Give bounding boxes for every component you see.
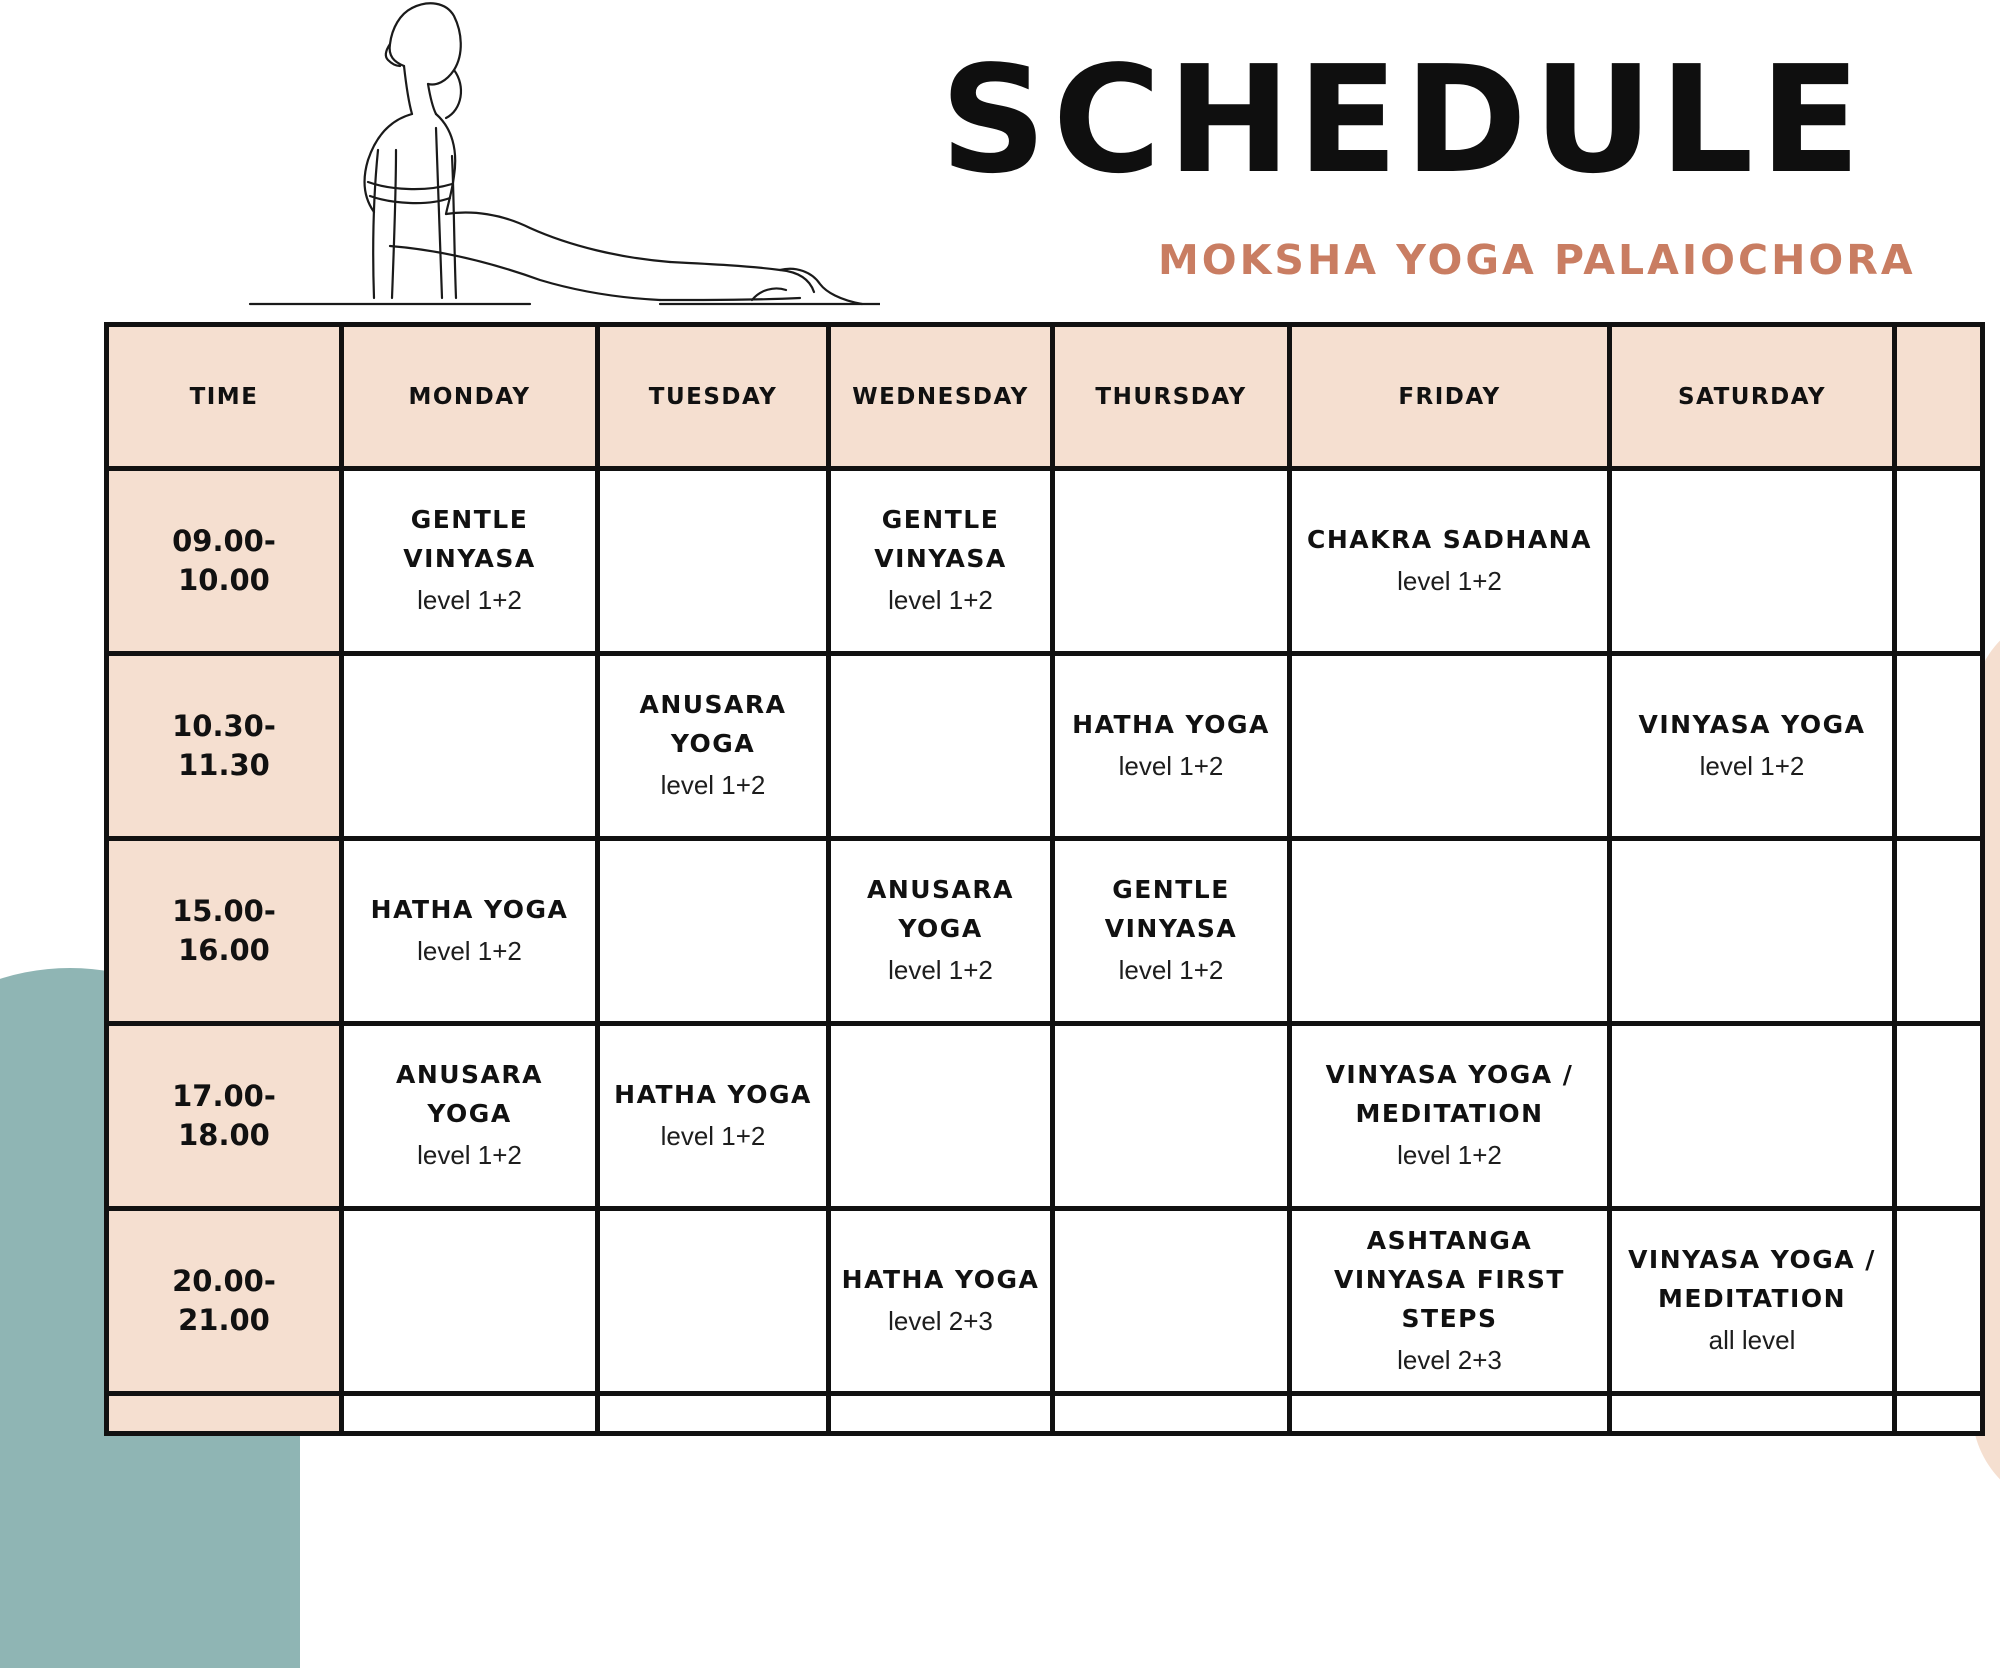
column-header-extra [1895, 325, 1983, 469]
class-name: ANUSARA YOGA [866, 875, 1015, 943]
class-cell-empty [1610, 469, 1895, 654]
class-cell [1053, 839, 1290, 1024]
class-cell-empty [1290, 654, 1610, 839]
class-cell [342, 469, 598, 654]
class-level: level 1+2 [1397, 1140, 1502, 1170]
class-cell-empty [1053, 469, 1290, 654]
class-cell-empty [1053, 1209, 1290, 1394]
time-cell: 10.30- 11.30 [107, 654, 342, 839]
time-cell: 09.00- 10.00 [107, 469, 342, 654]
class-name: HATHA YOGA [614, 1079, 812, 1109]
class-cell [1290, 469, 1610, 654]
class-cell-empty [829, 1024, 1053, 1209]
class-level: level 1+2 [888, 955, 993, 985]
class-cell-empty [1610, 839, 1895, 1024]
class-cell-empty [1895, 654, 1983, 839]
page-title: SCHEDULE [940, 34, 1867, 206]
class-level: level 1+2 [660, 1120, 766, 1151]
class-name: HATHA YOGA [1072, 709, 1270, 739]
column-header-monday: MONDAY [342, 325, 598, 469]
class-name: GENTLE VINYASA [874, 505, 1007, 573]
class-level: all level [1708, 1325, 1796, 1355]
class-level: level 2+3 [888, 1305, 993, 1336]
class-cell-empty [598, 469, 829, 654]
table-row [107, 1209, 1983, 1394]
class-level: level 1+2 [1699, 750, 1805, 781]
class-level: level 1+2 [1118, 750, 1224, 781]
class-level: level 1+2 [417, 935, 522, 966]
column-header-friday: FRIDAY [1290, 325, 1610, 469]
class-cell-empty [598, 1209, 829, 1394]
class-cell [829, 469, 1053, 654]
class-cell-empty [1290, 839, 1610, 1024]
class-cell [1610, 1209, 1895, 1394]
column-header-time: TIME [107, 325, 342, 469]
class-name: VINYASA YOGA / MEDITATION [1628, 1245, 1876, 1313]
time-cell: 17.00- 18.00 [107, 1024, 342, 1209]
class-level: level 1+2 [417, 585, 522, 615]
studio-name: MOKSHA YOGA PALAIOCHORA [1158, 236, 1916, 284]
class-cell [829, 839, 1053, 1024]
column-header-wednesday: WEDNESDAY [829, 325, 1053, 469]
class-name: GENTLE VINYASA [403, 505, 536, 573]
class-cell [342, 839, 598, 1024]
class-level: level 2+3 [1397, 1344, 1502, 1375]
class-name: HATHA YOGA [841, 1264, 1040, 1294]
table-row [107, 469, 1983, 654]
column-header-tuesday: TUESDAY [598, 325, 829, 469]
class-name: VINYASA YOGA [1638, 709, 1866, 739]
class-cell [1610, 654, 1895, 839]
class-cell-empty [342, 654, 598, 839]
class-cell [598, 654, 829, 839]
class-cell-empty [1053, 1024, 1290, 1209]
table-row [107, 839, 1983, 1024]
class-level: level 1+2 [1397, 565, 1502, 596]
class-cell [829, 1209, 1053, 1394]
header-row [107, 325, 1983, 469]
class-name: VINYASA YOGA / MEDITATION [1325, 1060, 1574, 1128]
yoga-cobra-pose-icon [240, 0, 880, 310]
time-cell: 15.00- 16.00 [107, 839, 342, 1024]
time-cell: 20.00- 21.00 [107, 1209, 342, 1394]
table-row [107, 1024, 1983, 1209]
class-cell-empty [342, 1209, 598, 1394]
class-cell-empty [829, 654, 1053, 839]
schedule-table [104, 322, 1985, 1436]
class-level: level 1+2 [660, 770, 766, 800]
class-name: CHAKRA SADHANA [1307, 524, 1592, 554]
class-cell-empty [598, 839, 829, 1024]
table-row [107, 654, 1983, 839]
class-cell [1053, 654, 1290, 839]
class-cell-empty [1895, 469, 1983, 654]
class-level: level 1+2 [417, 1140, 522, 1170]
class-cell [1290, 1024, 1610, 1209]
class-cell-empty [1895, 1024, 1983, 1209]
class-cell-empty [1610, 1024, 1895, 1209]
column-header-saturday: SATURDAY [1610, 325, 1895, 469]
class-cell [598, 1024, 829, 1209]
class-level: level 1+2 [888, 585, 993, 615]
class-name: GENTLE VINYASA [1104, 875, 1238, 943]
class-cell-empty [1895, 1209, 1983, 1394]
class-name: ANUSARA YOGA [639, 690, 787, 758]
class-cell [342, 1024, 598, 1209]
class-cell [1290, 1209, 1610, 1394]
column-header-thursday: THURSDAY [1053, 325, 1290, 469]
class-level: level 1+2 [1118, 955, 1224, 985]
class-name: ANUSARA YOGA [395, 1060, 544, 1128]
class-name: ASHTANGA VINYASA FIRST STEPS [1334, 1225, 1565, 1333]
class-name: HATHA YOGA [370, 894, 569, 924]
class-cell-empty [1895, 839, 1983, 1024]
